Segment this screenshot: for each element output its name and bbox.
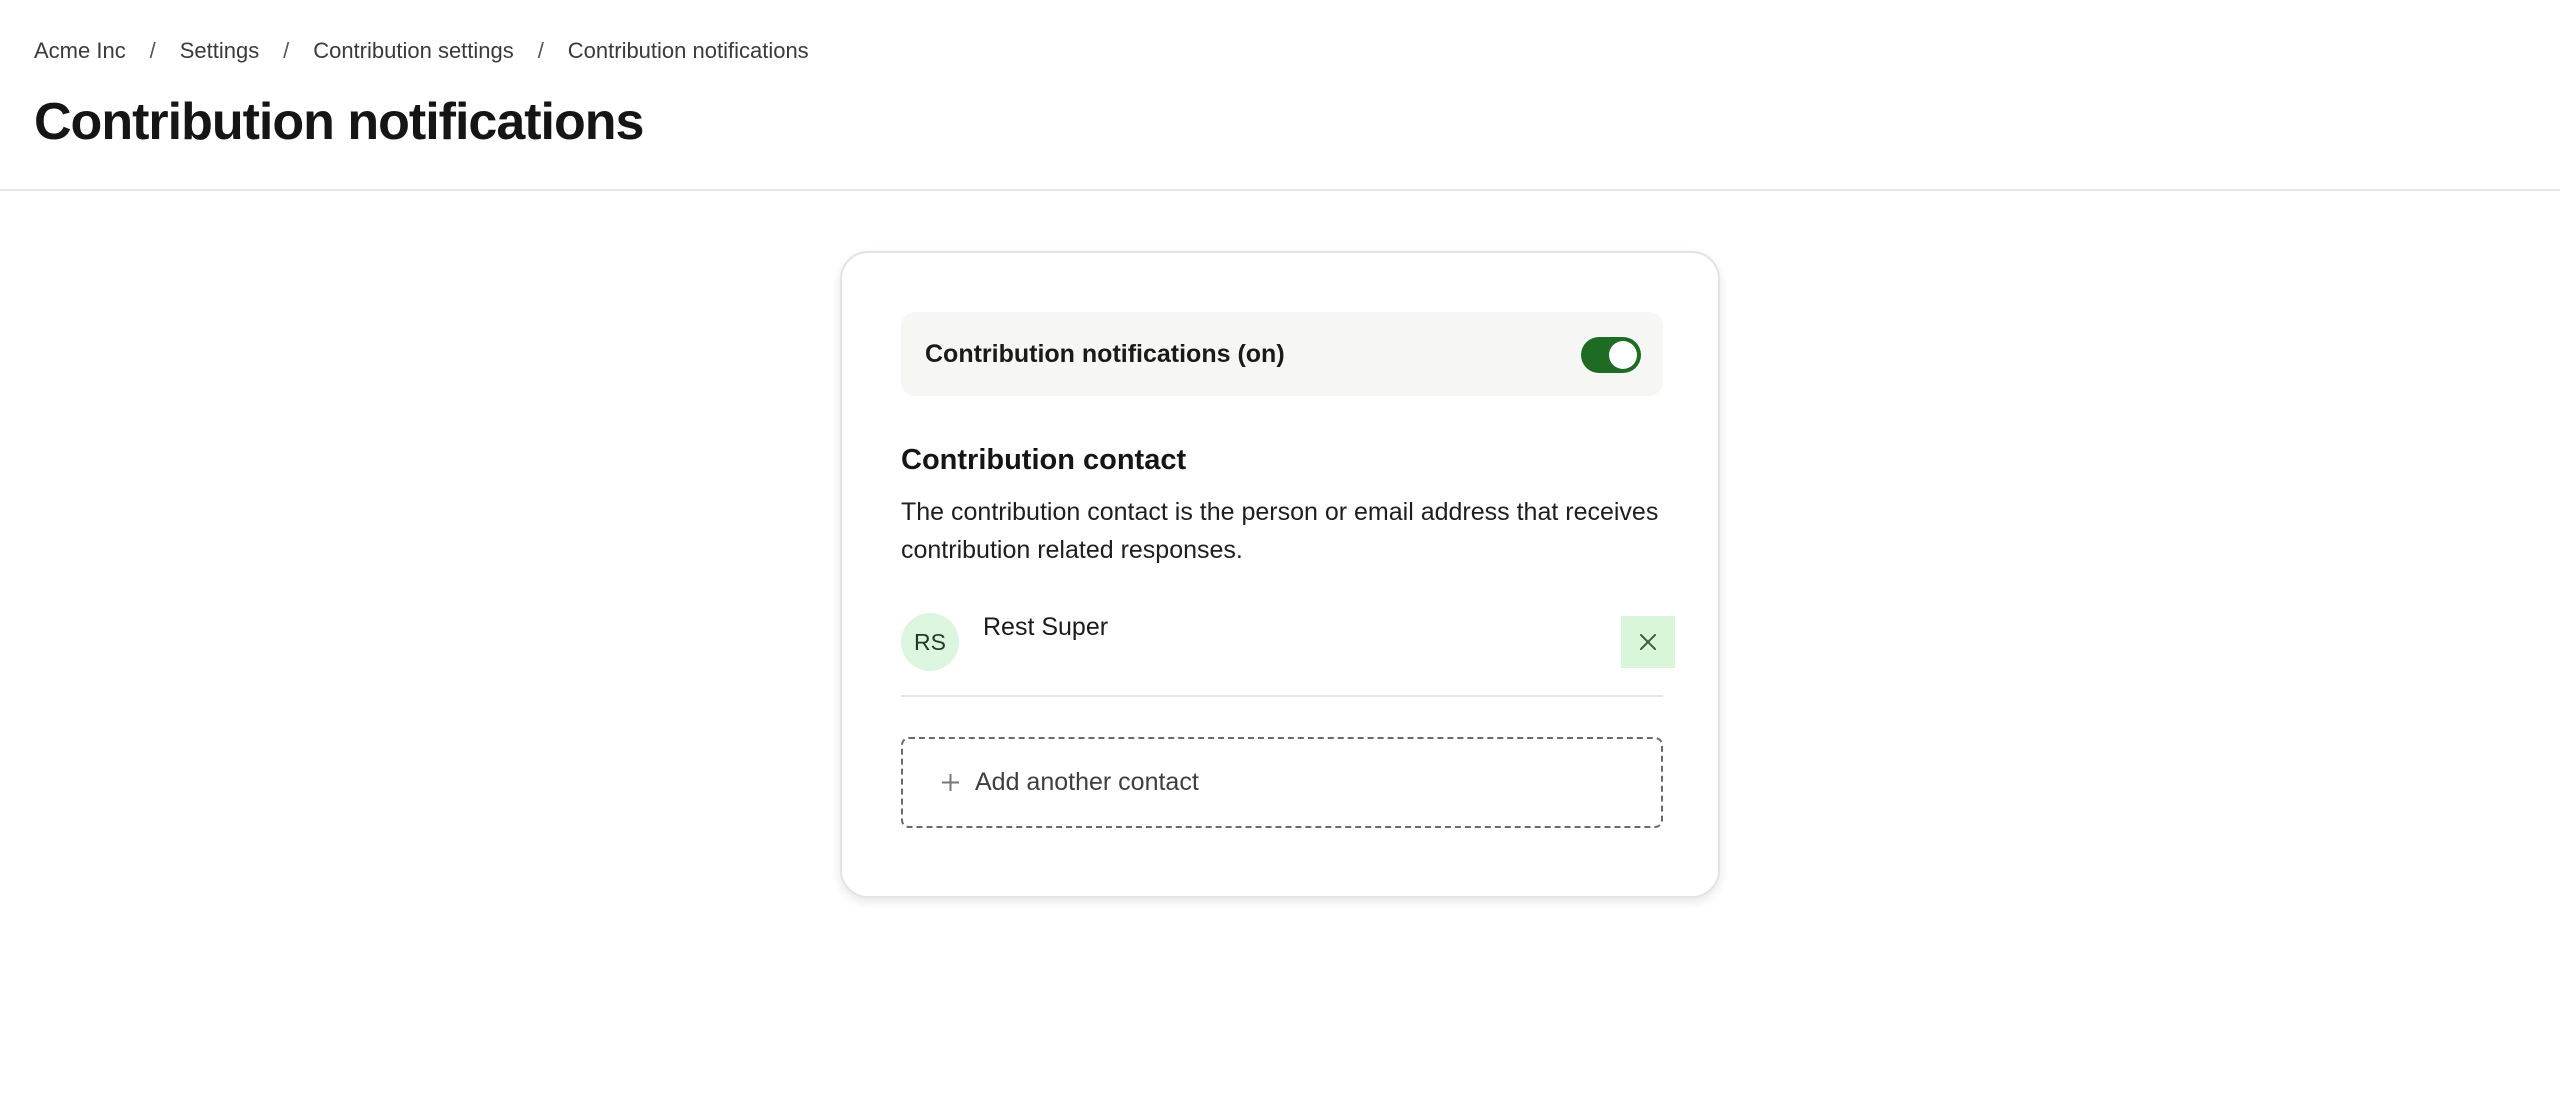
avatar: RS <box>901 613 959 671</box>
breadcrumb-settings[interactable]: Settings <box>179 38 260 63</box>
contribution-notifications-card <box>840 251 1720 898</box>
add-another-contact-label: Add another contact <box>975 768 1199 796</box>
notifications-toggle-label: Contribution notifications (on) <box>925 340 1285 368</box>
notifications-toggle-row <box>901 312 1663 396</box>
toggle-knob <box>1609 341 1637 369</box>
breadcrumb-separator: / <box>149 38 156 63</box>
close-icon <box>1639 633 1657 651</box>
contribution-contact-description: The contribution contact is the person or email address that receives contribution related responses. <box>901 498 1659 564</box>
breadcrumb-separator: / <box>537 38 544 63</box>
contact-list-item <box>901 613 1663 697</box>
plus-icon <box>941 773 960 792</box>
breadcrumb-contribution-notifications: Contribution notifications <box>567 38 809 63</box>
breadcrumb-acme-inc[interactable]: Acme Inc <box>34 38 126 63</box>
notifications-toggle-switch[interactable] <box>1581 337 1641 373</box>
page-title: Contribution notifications <box>34 93 644 151</box>
add-another-contact-button[interactable] <box>901 737 1663 828</box>
remove-contact-button[interactable] <box>1621 616 1675 668</box>
breadcrumb-contribution-settings[interactable]: Contribution settings <box>313 38 514 63</box>
page-header <box>0 0 2560 191</box>
contribution-contact-heading: Contribution contact <box>901 444 1187 476</box>
breadcrumb-separator: / <box>283 38 290 63</box>
breadcrumb <box>34 38 809 64</box>
contact-name: Rest Super <box>983 613 1109 641</box>
